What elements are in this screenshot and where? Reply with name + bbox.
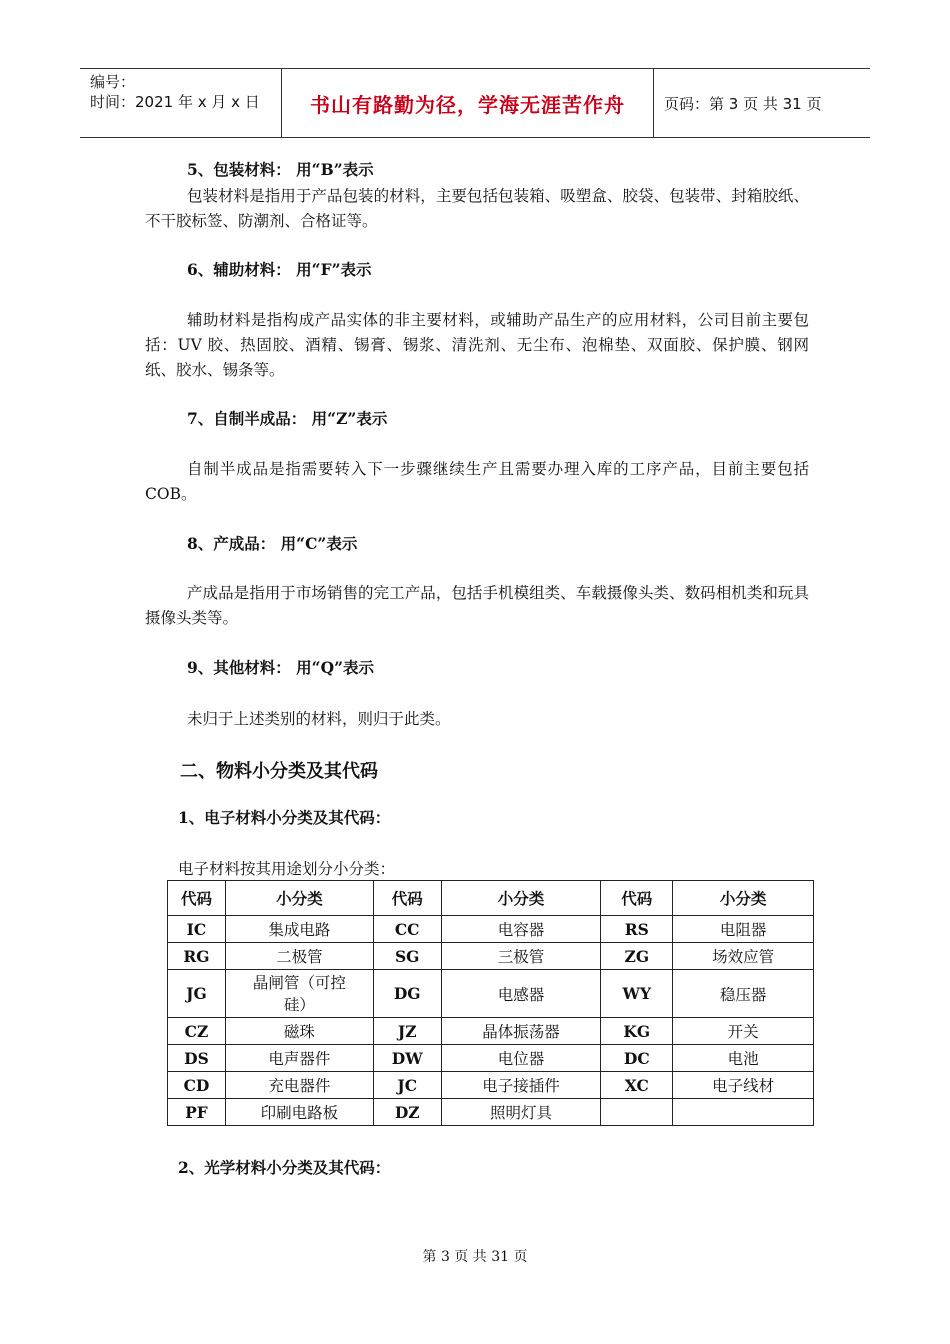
code-cell: DW	[373, 1045, 441, 1072]
category-cell: 晶体振荡器	[441, 1018, 601, 1045]
code-cell: DS	[168, 1045, 226, 1072]
code-cell: KG	[601, 1018, 673, 1045]
header-number: 编号：	[90, 73, 136, 91]
subsection-1-intro: 电子材料按其用途划分小分类：	[178, 860, 396, 878]
category-cell: 磁珠	[225, 1018, 373, 1045]
table-header-cell: 小分类	[673, 881, 814, 916]
category-cell: 充电器件	[225, 1072, 373, 1099]
category-cell: 电阻器	[673, 916, 814, 943]
category-cell: 印刷电路板	[225, 1099, 373, 1126]
table-header-cell: 小分类	[225, 881, 373, 916]
code-cell: IC	[168, 916, 226, 943]
header-motto: 书山有路勤为径，学海无涯苦作舟	[282, 69, 654, 137]
header-page: 页码：第 3 页 共 31 页	[664, 94, 822, 113]
page-header	[80, 68, 870, 138]
section-6-title: 6、辅助材料： 用“F”表示	[187, 260, 372, 279]
code-cell: ZG	[601, 943, 673, 970]
code-cell: PF	[168, 1099, 226, 1126]
section-9-title: 9、其他材料： 用“Q”表示	[187, 658, 375, 677]
category-cell: 晶闸管（可控硅）	[225, 970, 373, 1018]
table-header-cell: 代码	[601, 881, 673, 916]
table-header-row	[168, 881, 814, 916]
table-row	[168, 970, 814, 1018]
code-cell: SG	[373, 943, 441, 970]
code-cell: JZ	[373, 1018, 441, 1045]
category-cell: 电子线材	[673, 1072, 814, 1099]
table-row	[168, 1099, 814, 1126]
category-cell: 稳压器	[673, 970, 814, 1018]
code-cell: RG	[168, 943, 226, 970]
section-7-body: 自制半成品是指需要转入下一步骤继续生产且需要办理入库的工序产品，目前主要包括 COB。	[145, 460, 809, 503]
code-cell: CZ	[168, 1018, 226, 1045]
category-cell	[673, 1099, 814, 1126]
category-cell: 集成电路	[225, 916, 373, 943]
code-cell: CC	[373, 916, 441, 943]
code-cell: CD	[168, 1072, 226, 1099]
table-row	[168, 916, 814, 943]
category-cell: 三极管	[441, 943, 601, 970]
table-row	[168, 1018, 814, 1045]
section-5-title: 5、包装材料： 用“B”表示	[187, 160, 374, 179]
category-cell: 电池	[673, 1045, 814, 1072]
page-footer: 第 3 页 共 31 页	[422, 1249, 528, 1265]
electronic-materials-table	[167, 880, 814, 1126]
section-6-body: 辅助材料是指构成产品实体的非主要材料，或辅助产品生产的应用材料，公司目前主要包括：UV 胶、热固胶、酒精、锡膏、锡浆、清洗剂、无尘布、泡棉垫、双面胶、保护膜、钢网纸、胶水、锡条等。	[145, 311, 809, 379]
category-cell: 电位器	[441, 1045, 601, 1072]
code-cell: DZ	[373, 1099, 441, 1126]
section-7-title: 7、自制半成品： 用“Z”表示	[187, 409, 388, 428]
section-5-body: 包装材料是指用于产品包装的材料，主要包括包装箱、吸塑盒、胶袋、包装带、封箱胶纸、不干胶标签、防潮剂、合格证等。	[145, 187, 809, 230]
category-cell: 电子接插件	[441, 1072, 601, 1099]
category-cell: 开关	[673, 1018, 814, 1045]
table-header-cell: 代码	[373, 881, 441, 916]
table-header-cell: 小分类	[441, 881, 601, 916]
code-cell: DG	[373, 970, 441, 1018]
code-cell	[601, 1099, 673, 1126]
subsection-2-title: 2、光学材料小分类及其代码：	[178, 1158, 391, 1177]
section-8-body: 产成品是指用于市场销售的完工产品，包括手机模组类、车载摄像头类、数码相机类和玩具摄像头类等。	[145, 584, 809, 627]
header-time: 时间：2021 年 x 月 x 日	[90, 93, 260, 111]
section-8-title: 8、产成品： 用“C”表示	[187, 534, 358, 553]
table-header-cell: 代码	[168, 881, 226, 916]
code-cell: DC	[601, 1045, 673, 1072]
part-2-heading: 二、物料小分类及其代码	[180, 761, 378, 782]
subsection-1-title: 1、电子材料小分类及其代码：	[178, 808, 391, 827]
code-cell: JC	[373, 1072, 441, 1099]
category-cell: 电声器件	[225, 1045, 373, 1072]
category-cell: 照明灯具	[441, 1099, 601, 1126]
table-row	[168, 1045, 814, 1072]
category-cell: 场效应管	[673, 943, 814, 970]
table-row	[168, 943, 814, 970]
section-9-body: 未归于上述类别的材料，则归于此类。	[187, 710, 451, 728]
code-cell: RS	[601, 916, 673, 943]
code-cell: WY	[601, 970, 673, 1018]
code-cell: XC	[601, 1072, 673, 1099]
header-meta	[80, 69, 282, 137]
category-cell: 电容器	[441, 916, 601, 943]
category-cell: 二极管	[225, 943, 373, 970]
code-cell: JG	[168, 970, 226, 1018]
table-row	[168, 1072, 814, 1099]
category-cell: 电感器	[441, 970, 601, 1018]
